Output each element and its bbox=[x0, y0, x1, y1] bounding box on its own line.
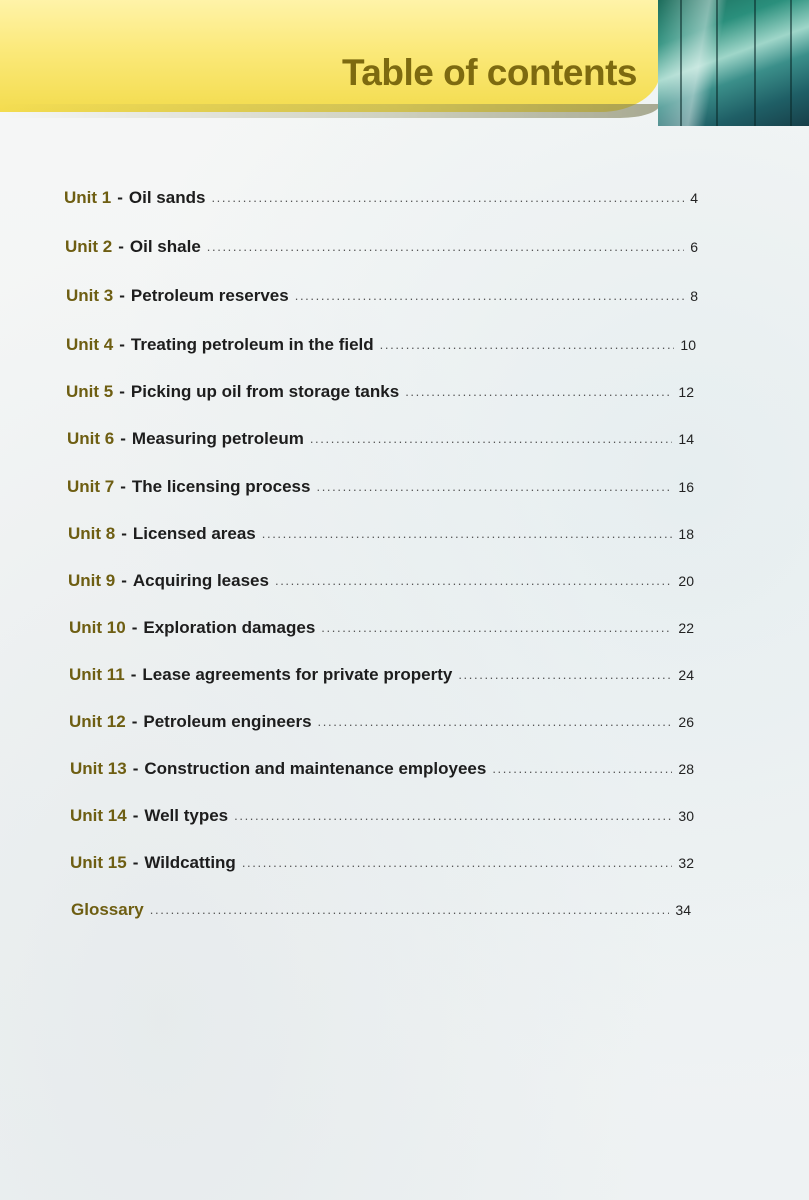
separator: - bbox=[119, 286, 125, 305]
separator: - bbox=[130, 665, 137, 684]
separator: - bbox=[131, 712, 138, 731]
toc-entry-unit-2[interactable] bbox=[65, 237, 698, 263]
unit-label: Unit 1 bbox=[64, 188, 112, 207]
separator: - bbox=[120, 477, 126, 496]
unit-label: Unit 4 bbox=[66, 335, 114, 354]
unit-title: Picking up oil from storage tanks bbox=[130, 382, 400, 401]
unit-title: Exploration damages bbox=[143, 618, 316, 637]
toc-entry-unit-5[interactable] bbox=[66, 382, 694, 408]
toc-entry-unit-11[interactable] bbox=[69, 665, 694, 691]
unit-label: Unit 9 bbox=[68, 571, 116, 590]
page-number: 34 bbox=[675, 902, 691, 918]
page-number: 16 bbox=[678, 479, 694, 495]
unit-title: Oil sands bbox=[128, 188, 206, 207]
toc-entry-unit-10[interactable] bbox=[69, 618, 694, 644]
leader-dots bbox=[262, 526, 673, 541]
leader-dots bbox=[211, 190, 684, 205]
unit-label: Unit 10 bbox=[69, 618, 126, 637]
unit-title: Petroleum reserves bbox=[130, 286, 289, 305]
leader-dots bbox=[207, 239, 684, 254]
leader-dots bbox=[458, 667, 672, 682]
leader-dots bbox=[321, 620, 672, 635]
page-number: 10 bbox=[680, 337, 696, 353]
unit-title: Construction and maintenance employees bbox=[144, 759, 487, 778]
unit-title: Petroleum engineers bbox=[143, 712, 312, 731]
page-number: 14 bbox=[678, 431, 694, 447]
page-number: 22 bbox=[678, 620, 694, 636]
page-number: 4 bbox=[690, 190, 698, 206]
unit-title: Wildcatting bbox=[144, 853, 236, 872]
page-number: 24 bbox=[678, 667, 694, 683]
separator: - bbox=[119, 335, 125, 354]
page-title: Table of contents bbox=[341, 52, 637, 93]
leader-dots bbox=[380, 337, 675, 352]
toc-entry-unit-4[interactable] bbox=[66, 335, 696, 361]
leader-dots bbox=[318, 714, 673, 729]
leader-dots bbox=[492, 761, 672, 776]
unit-title: Oil shale bbox=[129, 237, 201, 256]
unit-label: Unit 11 bbox=[69, 665, 125, 684]
toc-entry-unit-8[interactable] bbox=[68, 524, 694, 550]
page-number: 20 bbox=[678, 573, 694, 589]
unit-label: Unit 14 bbox=[70, 806, 127, 825]
separator: - bbox=[132, 806, 139, 825]
unit-label: Unit 15 bbox=[70, 853, 127, 872]
separator: - bbox=[132, 759, 139, 778]
toc-entry-unit-6[interactable] bbox=[67, 429, 694, 455]
unit-title: Lease agreements for private property bbox=[142, 665, 453, 684]
page-number: 12 bbox=[678, 384, 694, 400]
leader-dots bbox=[405, 384, 672, 399]
toc-entry-unit-7[interactable] bbox=[67, 477, 694, 503]
unit-title: Treating petroleum in the field bbox=[130, 335, 374, 354]
leader-dots bbox=[295, 288, 684, 303]
unit-label: Unit 3 bbox=[66, 286, 114, 305]
separator: - bbox=[119, 382, 125, 401]
leader-dots bbox=[150, 902, 670, 917]
toc-entry-unit-15[interactable] bbox=[70, 853, 694, 879]
unit-label: Unit 13 bbox=[70, 759, 127, 778]
toc-entry-unit-13[interactable] bbox=[70, 759, 694, 785]
leader-dots bbox=[234, 808, 672, 823]
unit-label: Unit 8 bbox=[68, 524, 116, 543]
separator: - bbox=[132, 853, 139, 872]
separator: - bbox=[131, 618, 138, 637]
leader-dots bbox=[242, 855, 673, 870]
page-number: 8 bbox=[690, 288, 698, 304]
unit-title: Licensed areas bbox=[132, 524, 256, 543]
unit-label: Unit 6 bbox=[67, 429, 115, 448]
unit-label: Unit 5 bbox=[66, 382, 114, 401]
separator: - bbox=[120, 429, 126, 448]
unit-label: Unit 7 bbox=[67, 477, 115, 496]
unit-title: Well types bbox=[144, 806, 229, 825]
toc-entry-unit-3[interactable] bbox=[66, 286, 698, 312]
leader-dots bbox=[316, 479, 672, 494]
page-number: 28 bbox=[678, 761, 694, 777]
leader-dots bbox=[275, 573, 672, 588]
unit-title: The licensing process bbox=[131, 477, 311, 496]
toc-entry-unit-12[interactable] bbox=[69, 712, 694, 738]
glossary-label: Glossary bbox=[71, 900, 144, 919]
leader-dots bbox=[310, 431, 673, 446]
separator: - bbox=[117, 188, 123, 207]
page-number: 6 bbox=[690, 239, 698, 255]
unit-label: Unit 2 bbox=[65, 237, 113, 256]
page-number: 18 bbox=[678, 526, 694, 542]
unit-title: Acquiring leases bbox=[132, 571, 269, 590]
unit-label: Unit 12 bbox=[69, 712, 126, 731]
toc-entry-unit-1[interactable] bbox=[64, 188, 698, 214]
page-number: 32 bbox=[678, 855, 694, 871]
separator: - bbox=[118, 237, 124, 256]
separator: - bbox=[121, 571, 127, 590]
page-number: 26 bbox=[678, 714, 694, 730]
toc-entry-unit-9[interactable] bbox=[68, 571, 694, 597]
unit-title: Measuring petroleum bbox=[131, 429, 304, 448]
toc-entry-glossary[interactable] bbox=[71, 900, 691, 926]
page-number: 30 bbox=[678, 808, 694, 824]
toc-entry-unit-14[interactable] bbox=[70, 806, 694, 832]
separator: - bbox=[121, 524, 127, 543]
